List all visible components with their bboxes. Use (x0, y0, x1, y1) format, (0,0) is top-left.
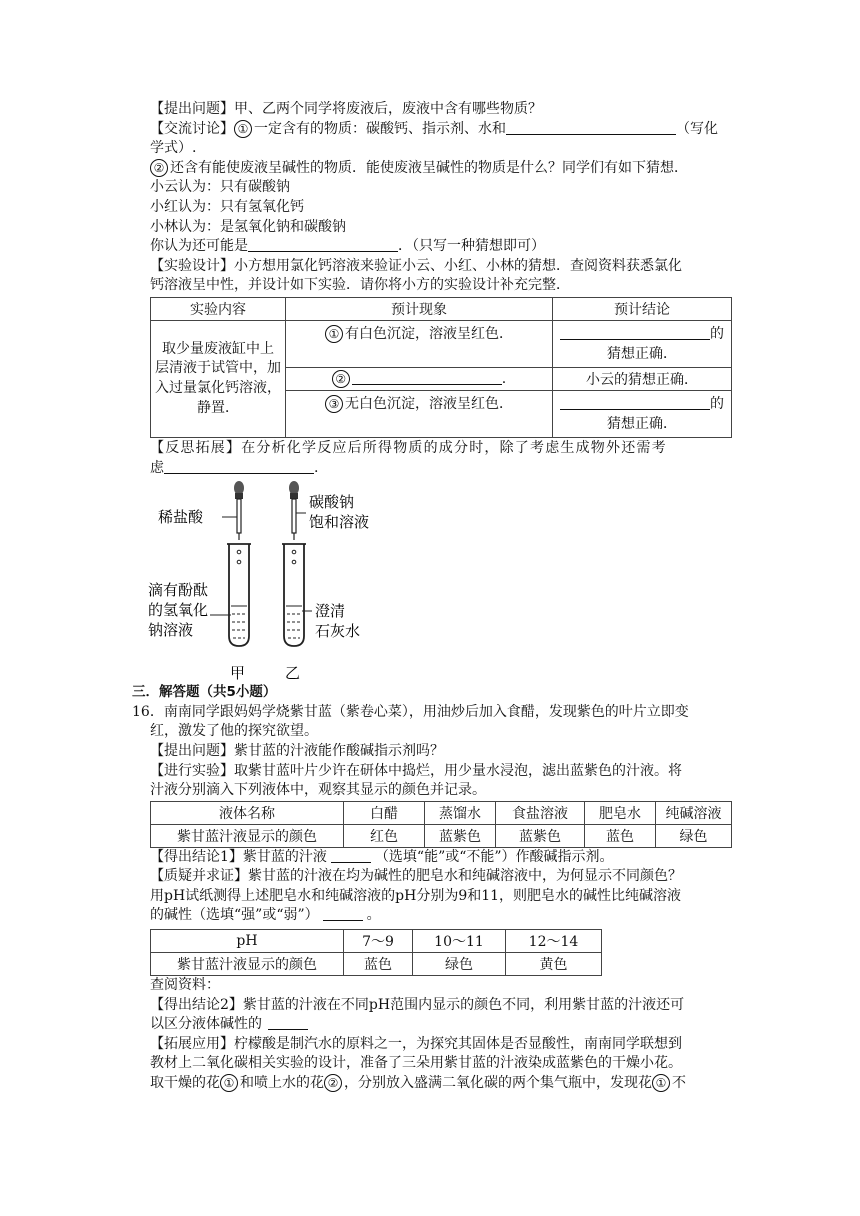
figure-label: 石灰水 (315, 622, 361, 641)
reflection-line (150, 439, 732, 459)
table-cell: 蓝紫色 (496, 824, 585, 847)
conclusion-text: 猜想正确． (607, 345, 677, 362)
conclusion-cell (553, 320, 732, 367)
figure-caption: 乙 (285, 664, 301, 683)
table-cell: 白醋 (344, 801, 425, 824)
conclusion-text: 猜想正确． (607, 415, 677, 432)
question-line (150, 100, 732, 120)
table-cell: 绿色 (656, 824, 732, 847)
question-text: 甲、乙两个同学将废液后，废液中含有哪些物质？ (234, 101, 542, 117)
circled-number: ② (332, 370, 350, 388)
guess-line: 小林认为：是氢氧化钠和碳酸钠 (150, 218, 346, 235)
reflection-prefix: 虑 (150, 459, 164, 476)
table-cell: 蓝色 (585, 824, 656, 847)
circled-number: ① (220, 1074, 238, 1092)
phenomenon-text: 有白色沉淀，溶液呈红色． (345, 325, 513, 342)
table-header: 实验内容 (151, 297, 286, 320)
experiment-design-table (150, 297, 732, 438)
answer-blank[interactable] (331, 848, 371, 863)
circled-number: ① (652, 1074, 670, 1092)
question-16-verify: 用pH试纸测得上述肥皂水和纯碱溶液的pH分别为9和11，则肥皂水的碱性比纯碱溶液 (150, 887, 682, 904)
section-label: 【反思拓展】 (150, 439, 242, 456)
figure-label: 的氢氧化 (148, 601, 209, 620)
discussion-text: 一定含有的物质：碳酸钙、指示剂、水和 (254, 120, 506, 137)
conclusion-text: 以区分液体碱性的 (150, 1016, 262, 1033)
figure-label: 饱和溶液 (309, 513, 370, 532)
design-line (150, 257, 732, 277)
verify-suffix: 。 (366, 907, 381, 924)
dropper-icon (289, 481, 299, 564)
answer-blank[interactable] (352, 370, 502, 385)
table-cell: 绿色 (413, 953, 506, 976)
cell-text: 取少量废液缸中上 (162, 340, 274, 357)
answer-blank[interactable] (560, 395, 710, 410)
table-header: 紫甘蓝汁液显示的颜色 (151, 953, 344, 976)
ph-color-table (150, 929, 602, 976)
table-cell: 纯碱溶液 (656, 801, 732, 824)
application-line: 教材上二氧化碳相关实验的设计，准备了三朵用紫甘蓝的汁液染成蓝紫色的干燥小花。 (150, 1055, 682, 1072)
phenomenon-cell (286, 320, 553, 367)
phenomenon-tail: . (501, 370, 507, 387)
guess-prefix: 你认为还可能是 (150, 238, 248, 255)
reference-line: 查阅资料： (150, 977, 220, 994)
table-cell: 12～14 (506, 930, 602, 953)
table-cell: 红色 (344, 824, 425, 847)
reflection-line-2 (150, 459, 732, 479)
experiment-figure (140, 478, 440, 683)
cell-text: 入过量氯化钙溶液， (155, 379, 281, 396)
reflection-text: 在分析化学反应后所得物质的成分时，除了考虑生成物外还需考 (241, 439, 667, 456)
conclusion-suffix: （选填“能”或“不能”）作酸碱指示剂。 (374, 848, 614, 865)
test-tube-icon (282, 544, 306, 646)
section-label: 【提出问题】 (150, 101, 234, 117)
answer-blank[interactable] (560, 325, 710, 340)
question-16-verify: 【质疑并求证】紫甘蓝的汁液在均为碱性的肥皂水和纯碱溶液中，为何显示不同颜色？ (150, 868, 682, 885)
test-tube-icon (227, 544, 251, 646)
conclusion-tail: 的 (710, 325, 724, 342)
guess-suffix: ．（只写一种猜想即可） (398, 238, 545, 255)
circled-number: ② (324, 1074, 342, 1092)
figure-label: 碳酸钠 (309, 493, 355, 512)
reflection-suffix: . (314, 459, 319, 476)
application-text: ，分别放入盛满二氧化碳的两个集气瓶中，发现花 (344, 1075, 652, 1092)
conclusion-tail: 的 (710, 395, 724, 412)
figure-label: 澄清 (315, 602, 346, 621)
answer-blank[interactable] (506, 120, 676, 135)
table-header: 预计现象 (286, 297, 553, 320)
table-cell: 黄色 (506, 953, 602, 976)
color-test-table (150, 801, 732, 848)
application-text: 不 (672, 1075, 686, 1092)
table-header: 紫甘蓝汁液显示的颜色 (151, 824, 344, 847)
verify-prefix: 的碱性（选填“强”或“弱”） (150, 907, 319, 924)
document-page (132, 100, 732, 1094)
question-16-ask: 【提出问题】紫甘蓝的汁液能作酸碱指示剂吗？ (150, 742, 444, 759)
discussion-tail-line: 学式）. (150, 140, 197, 157)
table-header: 预计结论 (553, 297, 732, 320)
table-cell: 蒸馏水 (425, 801, 496, 824)
table-cell: 蓝色 (344, 953, 413, 976)
cell-text: 层清液于试管中，加 (155, 360, 281, 377)
answer-blank[interactable] (164, 459, 314, 474)
conclusion-cell: 小云的猜想正确． (553, 367, 732, 390)
application-line: 【拓展应用】柠檬酸是制汽水的原料之一，为探究其固体是否显酸性，南南同学联想到 (150, 1035, 682, 1052)
question-16-line: 红，激发了他的探究欲望。 (150, 723, 318, 740)
answer-blank[interactable] (248, 237, 398, 252)
circled-number: ① (234, 120, 252, 138)
phenomenon-cell (286, 367, 553, 390)
table-cell: 蓝紫色 (425, 824, 496, 847)
circled-number: ③ (325, 395, 343, 413)
conclusion-2-line: 【得出结论2】紫甘蓝的汁液在不同pH范围内显示的颜色不同，利用紫甘蓝的汁液还可 (150, 996, 685, 1013)
guess-line: 小红认为：只有氢氧化钙 (150, 198, 304, 215)
figure-label: 稀盐酸 (158, 508, 204, 527)
dropper-icon (234, 481, 244, 564)
conclusion-1-line (150, 848, 732, 868)
discussion-line (150, 120, 732, 140)
figure-caption: 甲 (230, 664, 246, 683)
phenomenon-cell (286, 390, 553, 437)
section-label: 【交流讨论】 (150, 120, 234, 137)
question-16-experiment: 汁液分别滴入下列液体中，观察其显示的颜色并记录。 (150, 782, 486, 799)
design-text: 小方想用氯化钙溶液来验证小云、小红、小林的猜想．查阅资料获悉氯化 (234, 257, 682, 274)
table-cell: 食盐溶液 (496, 801, 585, 824)
circled-number: ① (325, 325, 343, 343)
discussion-2-line (150, 159, 732, 179)
table-header: 液体名称 (151, 801, 344, 824)
conclusion-2-line (150, 1015, 732, 1035)
figure-label: 钠溶液 (148, 621, 194, 640)
table-header: pH (151, 930, 344, 953)
design-text-line: 钙溶液呈中性，并设计如下实验．请你将小方的实验设计补充完整． (150, 277, 570, 294)
answer-blank[interactable] (323, 906, 363, 921)
table-cell: 7～9 (344, 930, 413, 953)
figure-label: 滴有酚酞 (148, 581, 209, 600)
conclusion-prefix: 【得出结论1】紫甘蓝的汁液 (150, 848, 327, 865)
discussion-tail: （写化 (676, 120, 718, 137)
question-16-experiment: 【进行实验】取紫甘蓝叶片少许在研体中捣烂，用少量水浸泡，滤出蓝紫色的汁液。将 (150, 762, 682, 779)
question-16-verify (150, 906, 732, 926)
cell-text: 静置． (197, 399, 239, 416)
conclusion-cell (553, 390, 732, 437)
application-text: 和喷上水的花 (240, 1075, 324, 1092)
experiment-content-cell (151, 320, 286, 437)
discussion-2-text: 还含有能使废液呈碱性的物质．能使废液呈碱性的物质是什么？同学们有如下猜想． (170, 159, 688, 176)
answer-blank[interactable] (268, 1015, 308, 1030)
application-text: 取干燥的花 (150, 1075, 220, 1092)
table-cell: 肥皂水 (585, 801, 656, 824)
section-label: 【实验设计】 (150, 257, 234, 274)
phenomenon-text: 无白色沉淀，溶液呈红色． (345, 395, 513, 412)
guess-line: 小云认为：只有碳酸钠 (150, 179, 290, 196)
table-cell: 10～11 (413, 930, 506, 953)
section-heading: 三．解答题（共5小题） (132, 684, 277, 701)
question-16-line: 16．南南同学跟妈妈学烧紫甘蓝（紫卷心菜），用油炒后加入食醋，发现紫色的叶片立即变 (132, 703, 689, 720)
circled-number: ② (150, 159, 168, 177)
application-line (150, 1074, 732, 1094)
guess-user-line (150, 237, 732, 257)
